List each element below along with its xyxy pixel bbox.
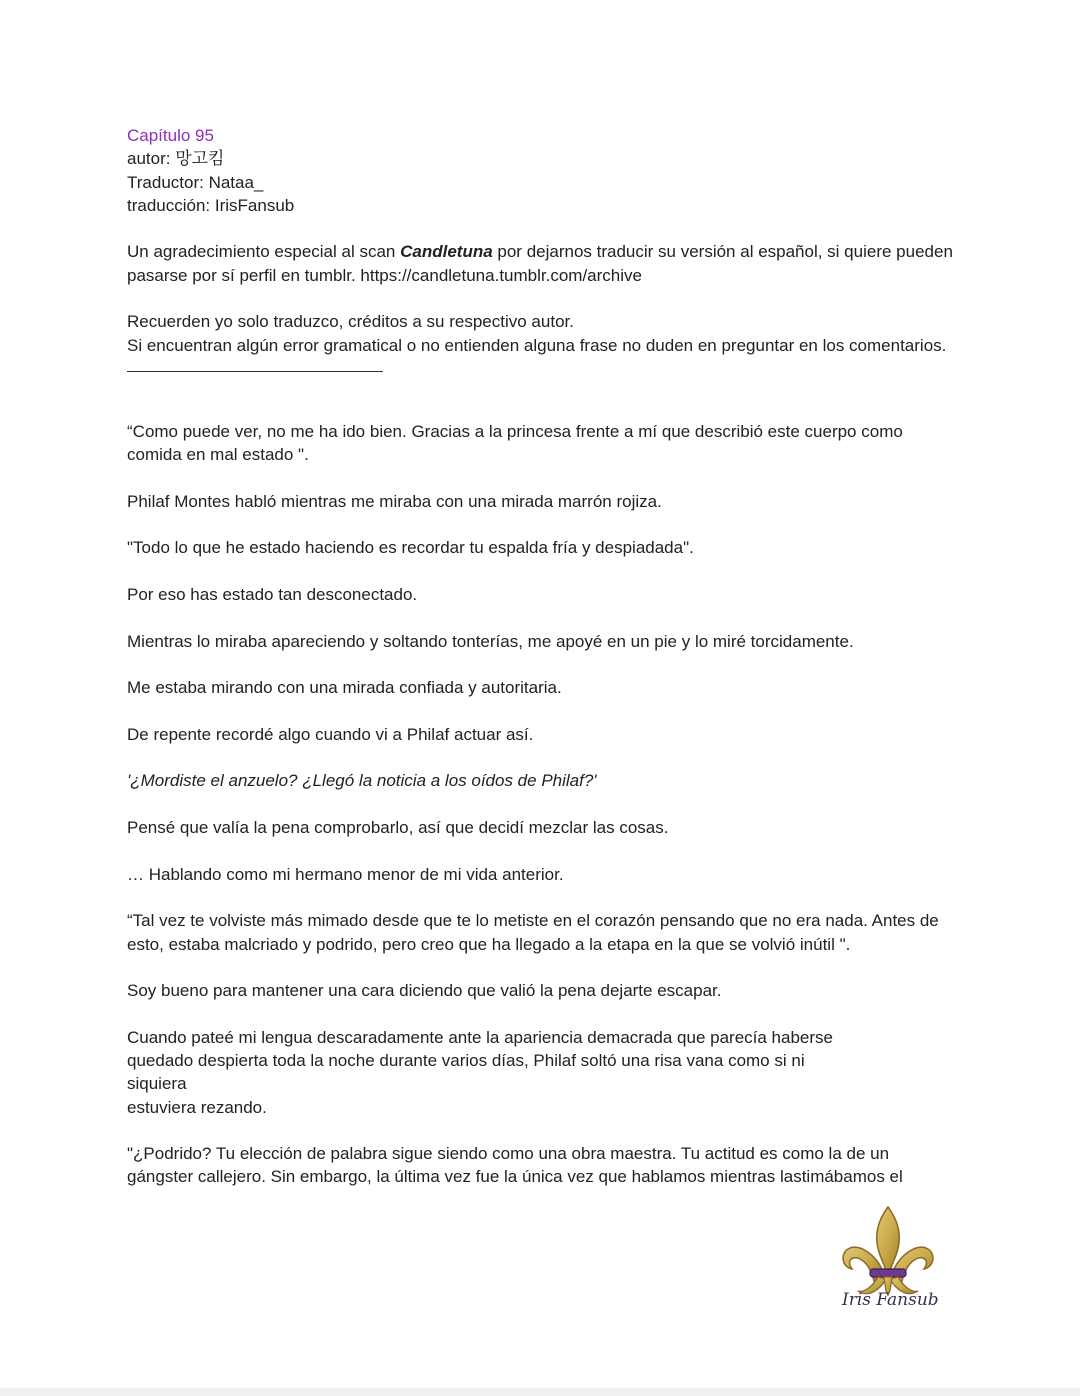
translation-line: traducción: IrisFansub <box>127 195 295 215</box>
story-paragraph-6: Me estaba mirando con una mirada confiada y autoritaria. <box>127 678 562 698</box>
story-paragraph-5: Mientras lo miraba apareciendo y soltando tonterías, me apoyé en un pie y lo miré torcidamente. <box>127 631 854 651</box>
story-paragraph-13: Cuando pateé mi lengua descaradamente ante la apariencia demacrada que parecía haberse quedado despierta toda la noche durante varios días, Philaf soltó una risa vana como si ni siquiera <box>127 1027 833 1094</box>
thanks-text-before: Un agradecimiento especial al scan <box>127 242 401 262</box>
logo-text: Iris Fansub <box>842 1290 939 1310</box>
story-paragraph-14: "¿Podrido? Tu elección de palabra sigue siendo como una obra maestra. Tu actitud es como la de un gángster callejero. Sin embargo, la última vez fue la única vez que hablamos mientras lastimábamos el <box>127 1144 903 1187</box>
story-paragraph-2: Philaf Montes habló mientras me miraba con una mirada marrón rojiza. <box>127 491 662 511</box>
scan-name: Candletuna <box>400 242 493 262</box>
story-paragraph-9: Pensé que valía la pena comprobarlo, así que decidí mezclar las cosas. <box>127 818 669 838</box>
story-paragraph-1: “Como puede ver, no me ha ido bien. Gracias a la princesa frente a mí que describió este cuerpo como comida en mal estado ". <box>127 421 903 465</box>
story-paragraph-4: Por eso has estado tan desconectado. <box>127 585 418 605</box>
story-paragraph-8: '¿Mordiste el anzuelo? ¿Llegó la noticia a los oídos de Philaf?' <box>127 771 597 791</box>
story-paragraph-12: Soy bueno para mantener una cara diciendo que valió la pena dejarte escapar. <box>127 981 722 1001</box>
chapter-title: Capítulo 95 <box>127 126 214 145</box>
note-line-2: Si encuentran algún error gramatical o no entienden alguna frase no duden en preguntar en los comentarios. <box>127 335 947 355</box>
story-paragraph-11: “Tal vez te volviste más mimado desde que te lo metiste en el corazón pensando que no era nada. Antes de esto, estaba malcriado y podrido, pero creo que ha llegado a la etapa en la que se volvió inútil ". <box>127 911 939 954</box>
author-line: autor: 망고킴 <box>127 149 225 169</box>
thanks-text-after: por dejarnos traducir su versión al español, si quiere pueden pasarse por sí perfil en tumblr. https://candletuna.tumblr.com/archive <box>127 242 953 285</box>
page-bottom-edge <box>0 1388 1080 1396</box>
note-line-1: Recuerden yo solo traduzco, créditos a su respectivo autor. <box>127 312 574 332</box>
story-paragraph-7: De repente recordé algo cuando vi a Philaf actuar así. <box>127 724 534 744</box>
story-paragraph-3: "Todo lo que he estado haciendo es recordar tu espalda fría y despiadada". <box>127 538 694 558</box>
document-page <box>127 124 957 1189</box>
story-paragraph-13-end: estuviera rezando. <box>127 1097 267 1117</box>
story-paragraph-10: … Hablando como mi hermano menor de mi vida anterior. <box>127 864 564 884</box>
translator-line: Traductor: Nataa_ <box>127 172 264 192</box>
thanks-paragraph <box>127 240 957 287</box>
